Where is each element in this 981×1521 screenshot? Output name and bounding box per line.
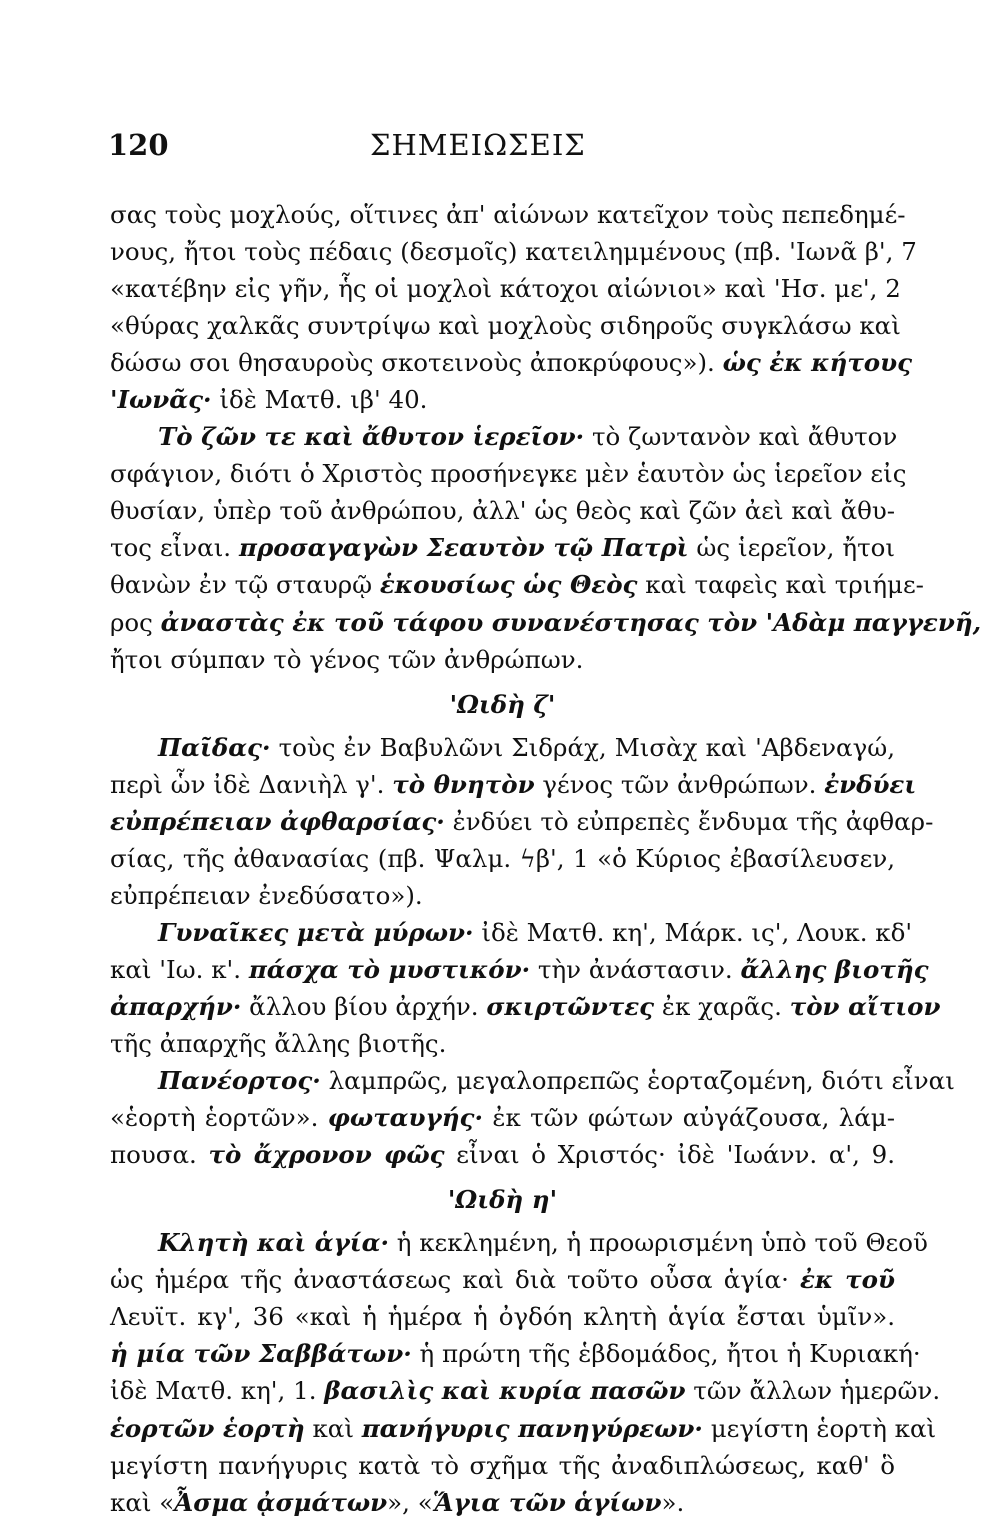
- text-line: [110, 803, 934, 840]
- line-text: πουσα.: [110, 1140, 209, 1170]
- lemma: Γυναῖκες μετὰ μύρων·: [158, 917, 474, 947]
- line-text: καὶ 'Ιω. κ'.: [110, 954, 249, 984]
- page-number: 120: [108, 128, 169, 162]
- text-line: [110, 729, 895, 766]
- line-text: σίας, τῆς ἀθανασίας (πβ. Ψαλμ. ϟβ', 1 «ὁ Κύριος ἐβασίλευσεν,: [110, 843, 895, 873]
- text-line: [110, 1335, 921, 1372]
- line-text: νους, ἤτοι τοὺς πέδαις (δεσμοῖς) κατειλημμένους (πβ. 'Ιωνᾶ β', 7: [110, 237, 917, 267]
- text-line: [110, 492, 895, 529]
- text-line: [110, 641, 895, 678]
- lemma: τὸν αἴτιον: [789, 991, 941, 1021]
- lemma: Ἆσμα ᾀσμάτων: [174, 1487, 388, 1517]
- text-line: [110, 1410, 937, 1447]
- line-text: ἐκ χαρᾶς.: [654, 991, 790, 1021]
- text-line: [110, 344, 913, 381]
- lemma: ἀναστὰς ἐκ τοῦ τάφου συνανέστησας τὸν 'Αδὰμ παγγενῆ,: [160, 607, 981, 637]
- line-text: «κατέβην εἰς γῆν, ἧς οἱ μοχλοὶ κάτοχοι αἰώνιοι» καὶ 'Ησ. με', 2: [110, 274, 901, 304]
- ode-heading: [110, 1181, 895, 1218]
- line-text: μεγίστη πανήγυρις κατὰ τὸ σχῆμα τῆς ἀναδιπλώσεως, καθ' ὃ: [110, 1450, 895, 1480]
- lemma: ἐκ τοῦ: [800, 1265, 895, 1295]
- text-line: [110, 307, 901, 344]
- line-text: τῶν ἄλλων ἡμερῶν.: [685, 1376, 941, 1406]
- lemma: Ἅγια τῶν ἁγίων: [432, 1487, 662, 1517]
- line-text: τος εἶναι.: [110, 533, 240, 563]
- line-text: δώσω σοι θησαυροὺς σκοτεινοὺς ἀποκρύφους»).: [110, 348, 723, 378]
- text-line: [110, 988, 941, 1025]
- text-line: [110, 381, 895, 418]
- line-text: τοὺς ἐν Βαβυλῶνι Σιδράχ, Μισὰχ καὶ 'Αβδεναγώ,: [270, 732, 895, 762]
- line-text: ἰδὲ Ματθ. κη', 1.: [110, 1376, 325, 1406]
- running-title: ΣΗΜΕΙΩΣΕΙΣ: [370, 128, 586, 162]
- lemma: Πανέορτος·: [158, 1066, 321, 1096]
- lemma: ἀπαρχήν·: [110, 991, 242, 1021]
- line-text: σφάγιον, διότι ὁ Χριστὸς προσήνεγκε μὲν ἑαυτὸν ὡς ἱερεῖον εἰς: [110, 459, 907, 489]
- text-line: [110, 840, 895, 877]
- line-text: «ἑορτὴ ἑορτῶν».: [110, 1103, 328, 1133]
- lemma: βασιλὶς καὶ κυρία πασῶν: [324, 1376, 686, 1406]
- text-line: [110, 604, 981, 641]
- line-text: γένος τῶν ἀνθρώπων.: [534, 769, 825, 799]
- text-line: [110, 1062, 955, 1099]
- text-line: [110, 270, 901, 307]
- text-line: [110, 1025, 895, 1062]
- text-line: [110, 418, 898, 455]
- text-line: [110, 766, 917, 803]
- text-line: [110, 455, 907, 492]
- text-line: [110, 1224, 928, 1261]
- line-text: ».: [661, 1487, 685, 1517]
- line-text: καὶ ταφεὶς καὶ τριήμε-: [637, 570, 924, 600]
- lemma: φωταυγής·: [327, 1103, 483, 1133]
- lemma: Κλητὴ καὶ ἁγία·: [158, 1228, 389, 1258]
- lemma: εὐπρέπειαν ἀφθαρσίας·: [110, 806, 445, 836]
- text-line: [110, 1136, 895, 1173]
- line-text: καὶ: [304, 1413, 362, 1443]
- line-text: ἰδὲ Ματθ. ιβ' 40.: [211, 385, 428, 415]
- line-text: ἐνδύει τὸ εὐπρεπὲς ἔνδυμα τῆς ἀφθαρ-: [444, 806, 934, 836]
- line-text: καὶ «: [110, 1487, 175, 1517]
- line-text: σας τοὺς μοχλούς, οἵτινες ἀπ' αἰώνων κατεῖχον τοὺς πεπεδημέ-: [110, 200, 906, 229]
- line-text: 'Ωιδὴ η': [447, 1185, 558, 1215]
- line-text: ὡς ἡμέρα τῆς ἀναστάσεως καὶ διὰ τοῦτο οὖσα ἁγία·: [110, 1265, 801, 1295]
- lemma: ὡς ἐκ κήτους: [722, 348, 913, 378]
- lemma: τὸ θνητὸν: [392, 769, 535, 799]
- line-text: μεγίστη ἑορτὴ καὶ: [702, 1413, 937, 1443]
- text-line: [110, 1484, 895, 1521]
- text-line: [110, 1447, 895, 1484]
- lemma: προσαγαγὼν Σεαυτὸν τῷ Πατρὶ: [239, 533, 689, 563]
- text-line: [110, 1099, 895, 1136]
- notes-text: [110, 196, 981, 1521]
- lemma: 'Ιωνᾶς·: [110, 385, 212, 415]
- line-text: θυσίαν, ὑπὲρ τοῦ ἀνθρώπου, ἀλλ' ὡς θεὸς καὶ ζῶν ἀεὶ καὶ ἄθυ-: [110, 496, 896, 526]
- line-text: τὴν ἀνάστασιν.: [530, 954, 741, 984]
- lemma: ἑκουσίως ὡς Θεὸς: [379, 570, 638, 600]
- line-text: ἤτοι σύμπαν τὸ γένος τῶν ἀνθρώπων.: [110, 644, 584, 674]
- lemma: σκιρτῶντες: [486, 991, 655, 1021]
- line-text: «θύρας χαλκᾶς συντρίψω καὶ μοχλοὺς σιδηροῦς συγκλάσω καὶ: [110, 311, 901, 341]
- lemma: πανήγυρις πανηγύρεων·: [361, 1413, 703, 1443]
- lemma: ἑορτῶν ἑορτὴ: [110, 1413, 305, 1443]
- text-line: [110, 566, 924, 603]
- text-line: [110, 1298, 895, 1335]
- line-text: ἐκ τῶν φώτων αὐγάζουσα, λάμ-: [482, 1103, 895, 1133]
- lemma: Τὸ ζῶν τε καὶ ἄθυτον ἱερεῖον·: [158, 422, 585, 452]
- ode-heading: [110, 686, 895, 723]
- text-line: [110, 951, 929, 988]
- text-line: [110, 196, 906, 233]
- line-text: ρος: [110, 607, 161, 637]
- lemma: ἡ μία τῶν Σαββάτων·: [110, 1339, 412, 1369]
- text-line: [110, 529, 895, 566]
- line-text: ἄλλου βίου ἀρχήν.: [241, 991, 487, 1021]
- line-text: εὐπρέπειαν ἐνεδύσατο»).: [110, 880, 423, 910]
- lemma: Παῖδας·: [158, 732, 271, 762]
- lemma: τὸ ἄχρονον φῶς: [208, 1140, 445, 1170]
- line-text: περὶ ὧν ἰδὲ Δανιὴλ γ'.: [110, 769, 393, 799]
- text-line: [110, 877, 895, 914]
- line-text: τὸ ζωντανὸν καὶ ἄθυτον: [584, 422, 898, 452]
- line-text: Λευϊτ. κγ', 36 «καὶ ἡ ἡμέρα ἡ ὀγδόη κλητὴ ἁγία ἔσται ὑμῖν».: [110, 1302, 895, 1332]
- text-line: [110, 1372, 941, 1409]
- line-text: ἡ κεκλημένη, ἡ προωρισμένη ὑπὸ τοῦ Θεοῦ: [388, 1228, 928, 1258]
- line-text: ἰδὲ Ματθ. κη', Μάρκ. ις', Λουκ. κδ': [473, 917, 913, 947]
- text-line: [110, 1261, 895, 1298]
- lemma: πάσχα τὸ μυστικόν·: [248, 954, 531, 984]
- text-line: [110, 914, 913, 951]
- line-text: ὡς ἱερεῖον, ἤτοι: [688, 533, 895, 563]
- line-text: ἡ πρώτη τῆς ἑβδομάδος, ἤτοι ἡ Κυριακή·: [411, 1339, 921, 1369]
- line-text: εἶναι ὁ Χριστός· ἰδὲ 'Ιωάνν. α', 9.: [444, 1140, 895, 1170]
- line-text: λαμπρῶς, μεγαλοπρεπῶς ἑορταζομένη, διότι εἶναι: [320, 1066, 955, 1096]
- page-header: [108, 128, 890, 168]
- line-text: », «: [387, 1487, 433, 1517]
- lemma: ἐνδύει: [824, 769, 917, 799]
- text-line: [110, 233, 917, 270]
- line-text: 'Ωιδὴ ζ': [449, 689, 556, 719]
- line-text: τῆς ἀπαρχῆς ἄλλης βιοτῆς.: [110, 1029, 447, 1059]
- line-text: θανὼν ἐν τῷ σταυρῷ: [110, 570, 380, 600]
- lemma: ἄλλης βιοτῆς: [740, 954, 929, 984]
